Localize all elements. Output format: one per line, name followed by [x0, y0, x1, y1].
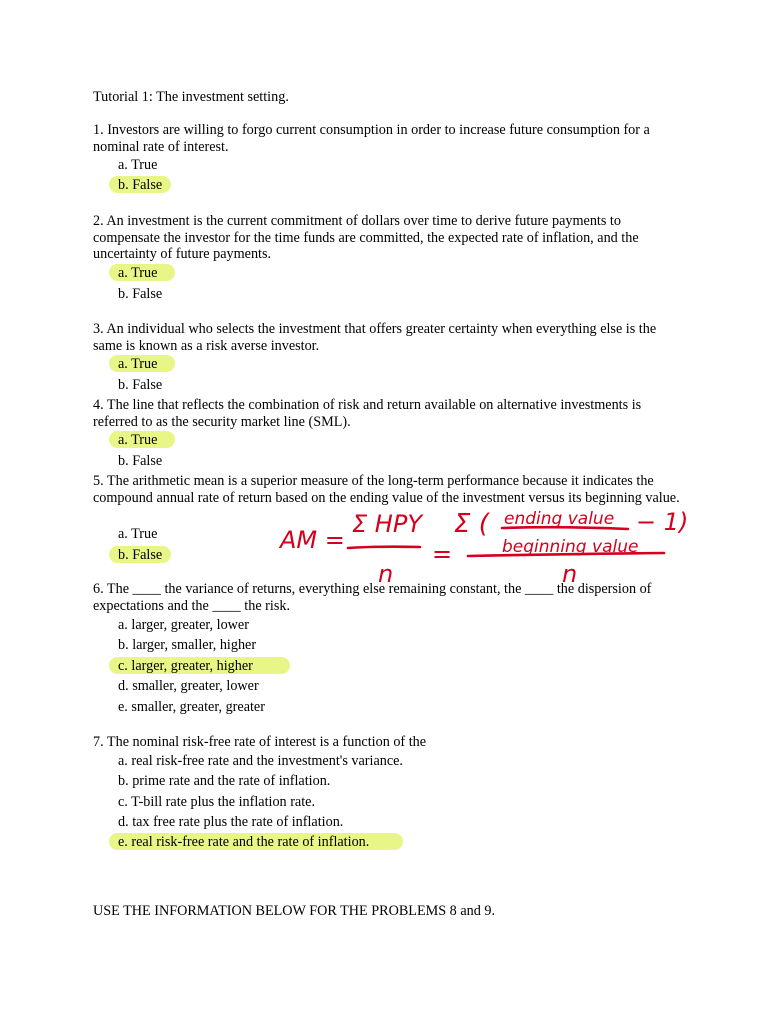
question-7-option-e: e. real risk-free rate and the rate of inflation.	[118, 834, 370, 850]
question-4-option-b: b. False	[118, 453, 163, 469]
question-6-option-b: b. larger, smaller, higher	[118, 637, 257, 653]
question-6-option-c: c. larger, greater, higher	[118, 658, 253, 674]
question-5-option-b: b. False	[118, 547, 163, 563]
question-1-stem: 1. Investors are willing to forgo current consumption in order to increase future consumption for a nominal rate of interest.	[93, 122, 650, 155]
question-7-option-b: b. prime rate and the rate of inflation.	[118, 773, 331, 789]
question-6-option-d: d. smaller, greater, lower	[118, 678, 259, 694]
question-6-option-a: a. larger, greater, lower	[118, 617, 249, 633]
question-5-stem: 5. The arithmetic mean is a superior measure of the long-term performance because it indicates the compound annual rate of return based on the ending value of the investment versus its beginning value.	[93, 473, 680, 506]
formula-sum-hpy: Σ HPY	[352, 510, 422, 538]
question-4-stem: 4. The line that reflects the combination of risk and return available on alternative investments is referred to as the security market line (SML).	[93, 397, 642, 430]
question-7-option-c: c. T-bill rate plus the inflation rate.	[118, 794, 315, 810]
question-3-option-b: b. False	[118, 377, 163, 393]
question-4-option-a: a. True	[118, 432, 158, 448]
page-title: Tutorial 1: The investment setting.	[93, 89, 289, 105]
formula-minus-one: − 1)	[636, 508, 689, 536]
fraction-bar-left	[348, 547, 420, 548]
question-1-option-b: b. False	[118, 177, 163, 193]
question-2-option-a: a. True	[118, 265, 158, 281]
question-7-stem: 7. The nominal risk-free rate of interest is a function of the	[93, 734, 427, 750]
formula-n-left: n	[378, 560, 394, 588]
question-7-option-a: a. real risk-free rate and the investment's variance.	[118, 753, 403, 769]
question-2-stem: 2. An investment is the current commitment of dollars over time to derive future payments to compensate the investor for the time funds are committed, the expected rate of inflation, and the uncertainty of future payments.	[93, 213, 639, 262]
formula-lhs: AM =	[280, 526, 345, 554]
problems-footer: USE THE INFORMATION BELOW FOR THE PROBLEMS 8 and 9.	[93, 903, 496, 919]
question-3-option-a: a. True	[118, 356, 158, 372]
question-7-option-d: d. tax free rate plus the rate of inflation.	[118, 814, 344, 830]
formula-beginning-value: beginning value	[502, 537, 639, 557]
question-5-option-a: a. True	[118, 526, 158, 542]
formula-equals: =	[432, 540, 453, 568]
question-6-option-e: e. smaller, greater, greater	[118, 699, 265, 715]
question-3-stem: 3. An individual who selects the investment that offers greater certainty when everything else is the same is known as a risk averse investor.	[93, 321, 657, 354]
formula-sigma: Σ (	[454, 509, 489, 539]
question-6-stem: 6. The ____ the variance of returns, everything else remaining constant, the ____ the dispersion of expectations and the ____ the risk.	[93, 581, 652, 614]
formula-n-right: n	[562, 560, 578, 588]
question-2-option-b: b. False	[118, 286, 163, 302]
formula-ending-value: ending value	[504, 509, 615, 529]
question-1-option-a: a. True	[118, 157, 158, 173]
